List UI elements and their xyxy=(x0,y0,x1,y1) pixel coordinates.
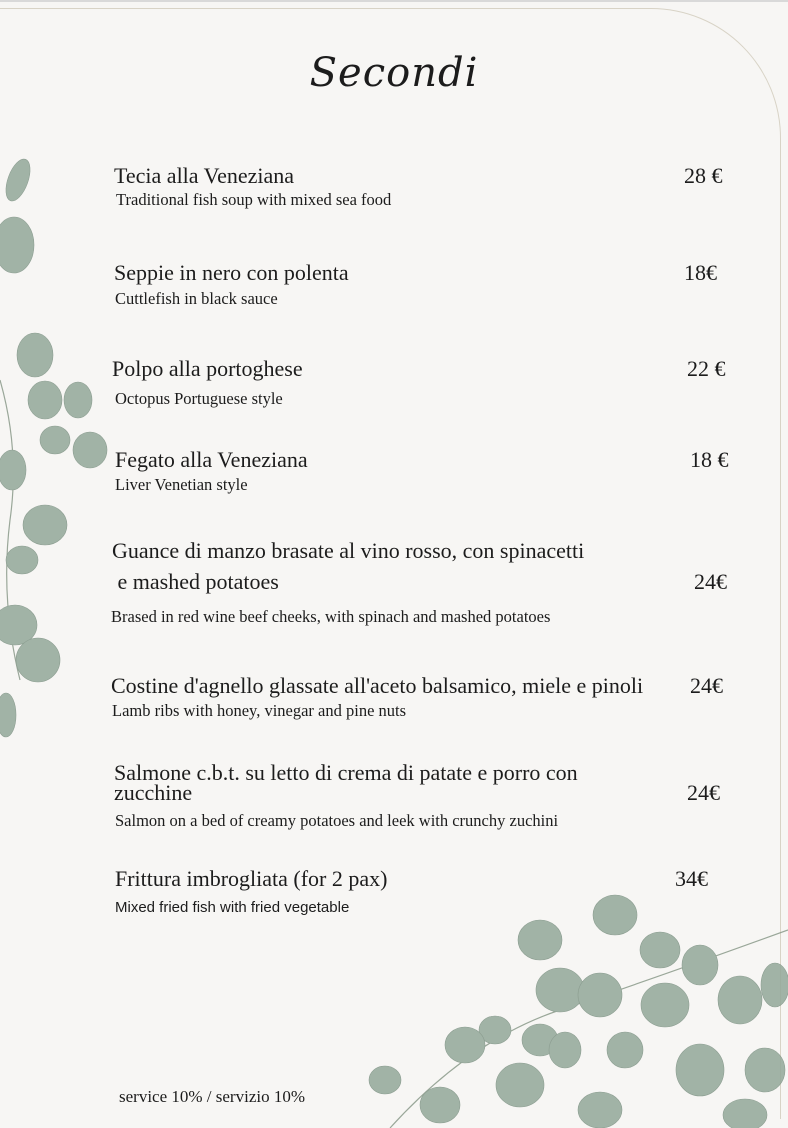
dish-price: 28 € xyxy=(684,163,723,188)
service-charge-note: service 10% / servizio 10% xyxy=(119,1087,305,1106)
dish-name: Fegato alla Veneziana xyxy=(115,447,308,472)
dish-price: 24€ xyxy=(690,673,723,698)
dish-name: Polpo alla portoghese xyxy=(112,356,303,381)
dish-description: Octopus Portuguese style xyxy=(115,389,283,408)
dish-name: Tecia alla Veneziana xyxy=(114,163,295,188)
dish-description: Liver Venetian style xyxy=(115,475,248,494)
dish-description: Salmon on a bed of creamy potatoes and leek with crunchy zuchini xyxy=(115,811,559,830)
dish-price: 18€ xyxy=(684,260,717,285)
dish-name-line2: zucchine xyxy=(114,780,193,805)
dish-price: 34€ xyxy=(675,866,708,891)
dish-name: Seppie in nero con polenta xyxy=(114,260,349,285)
dish-description: Mixed fried fish with fried vegetable xyxy=(115,899,350,916)
dish-name: Costine d'agnello glassate all'aceto balsamico, miele e pinoli xyxy=(111,673,644,698)
dish-description: Brased in red wine beef cheeks, with spinach and mashed potatoes xyxy=(111,607,551,626)
dish-name: Frittura imbrogliata (for 2 pax) xyxy=(115,866,388,891)
dish-price: 24€ xyxy=(687,780,720,805)
dish-price: 18 € xyxy=(690,447,729,472)
dish-price: 22 € xyxy=(687,356,726,381)
dish-name: Guance di manzo brasate al vino rosso, con spinacetti xyxy=(112,538,585,563)
dish-name: Salmone c.b.t. su letto di crema di patate e porro con xyxy=(114,760,578,785)
dish-name-line2: e mashed potatoes xyxy=(112,569,279,594)
dish-description: Cuttlefish in black sauce xyxy=(115,289,278,308)
dish-price: 24€ xyxy=(694,569,727,594)
menu-section-title: Secondi xyxy=(309,50,479,96)
dish-description: Traditional fish soup with mixed sea food xyxy=(116,190,392,209)
dish-description: Lamb ribs with honey, vinegar and pine nuts xyxy=(112,701,407,720)
